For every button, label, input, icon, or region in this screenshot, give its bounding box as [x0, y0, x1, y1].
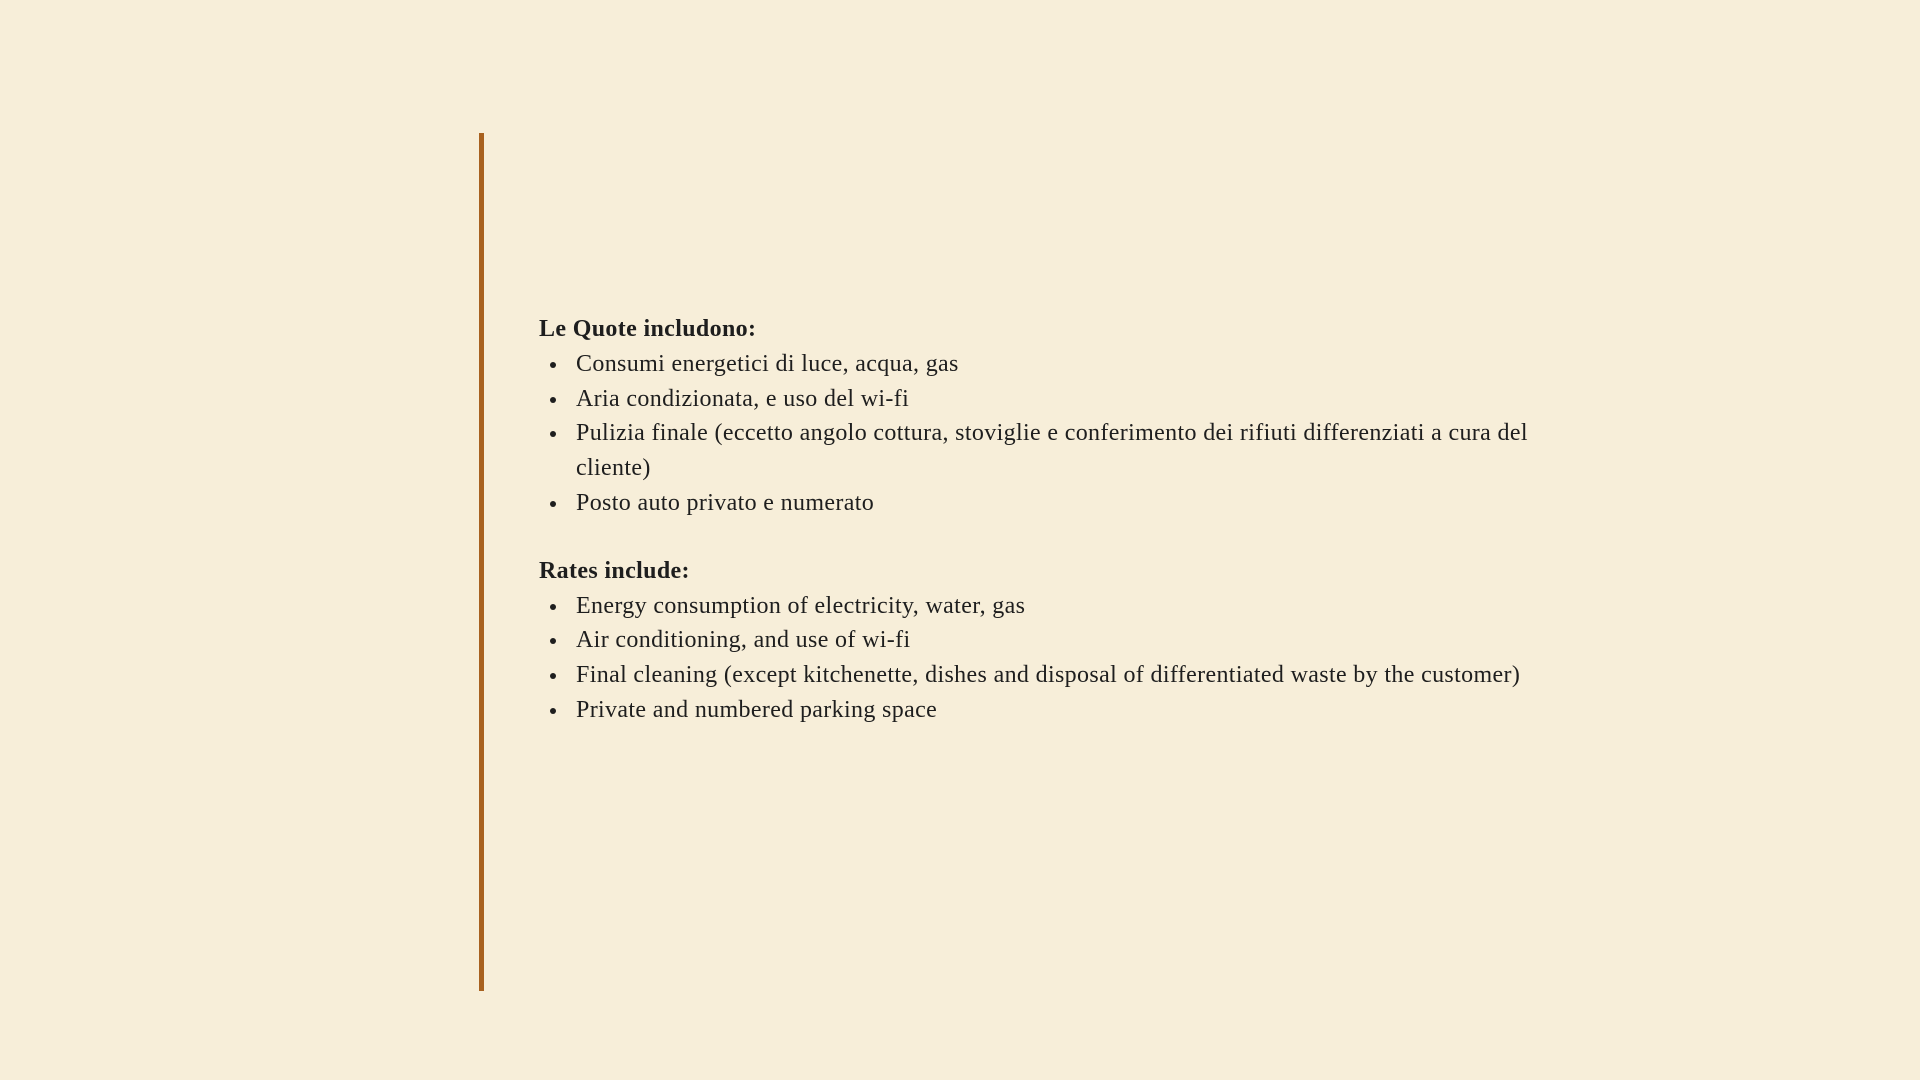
list-item-text: Pulizia finale (eccetto angolo cottura, stoviglie e conferimento dei rifiuti differenziati a cura del cliente)	[576, 420, 1528, 482]
list-item-text: Private and numbered parking space	[576, 696, 938, 723]
bullet-icon	[550, 604, 556, 610]
list-item	[539, 623, 1539, 658]
italian-inclusions-list	[539, 347, 1539, 521]
list-item-text: Energy consumption of electricity, water, gas	[576, 592, 1026, 619]
bullet-icon	[550, 638, 556, 644]
list-item	[539, 486, 1539, 521]
list-item-text: Posto auto privato e numerato	[576, 489, 875, 516]
list-item	[539, 693, 1539, 728]
bullet-icon	[550, 673, 556, 679]
bullet-icon	[550, 708, 556, 714]
list-item	[539, 382, 1539, 417]
list-item	[539, 658, 1539, 693]
bullet-icon	[550, 431, 556, 437]
list-item-text: Final cleaning (except kitchenette, dishes and disposal of differentiated waste by the customer)	[576, 662, 1521, 689]
italian-rates-section	[539, 312, 1539, 521]
bullet-icon	[550, 362, 556, 368]
list-item-text: Air conditioning, and use of wi-fi	[576, 627, 911, 654]
english-inclusions-list	[539, 589, 1539, 728]
list-item	[539, 416, 1539, 486]
english-rates-section	[539, 554, 1539, 728]
bullet-icon	[550, 397, 556, 403]
list-item-text: Consumi energetici di luce, acqua, gas	[576, 350, 959, 377]
list-item	[539, 589, 1539, 624]
vertical-accent-line	[479, 133, 484, 991]
list-item-text: Aria condizionata, e uso del wi-fi	[576, 385, 910, 412]
list-item	[539, 347, 1539, 382]
italian-section-title: Le Quote includono:	[539, 316, 757, 342]
english-section-title: Rates include:	[539, 557, 690, 584]
rates-content	[539, 312, 1539, 728]
bullet-icon	[550, 501, 556, 507]
